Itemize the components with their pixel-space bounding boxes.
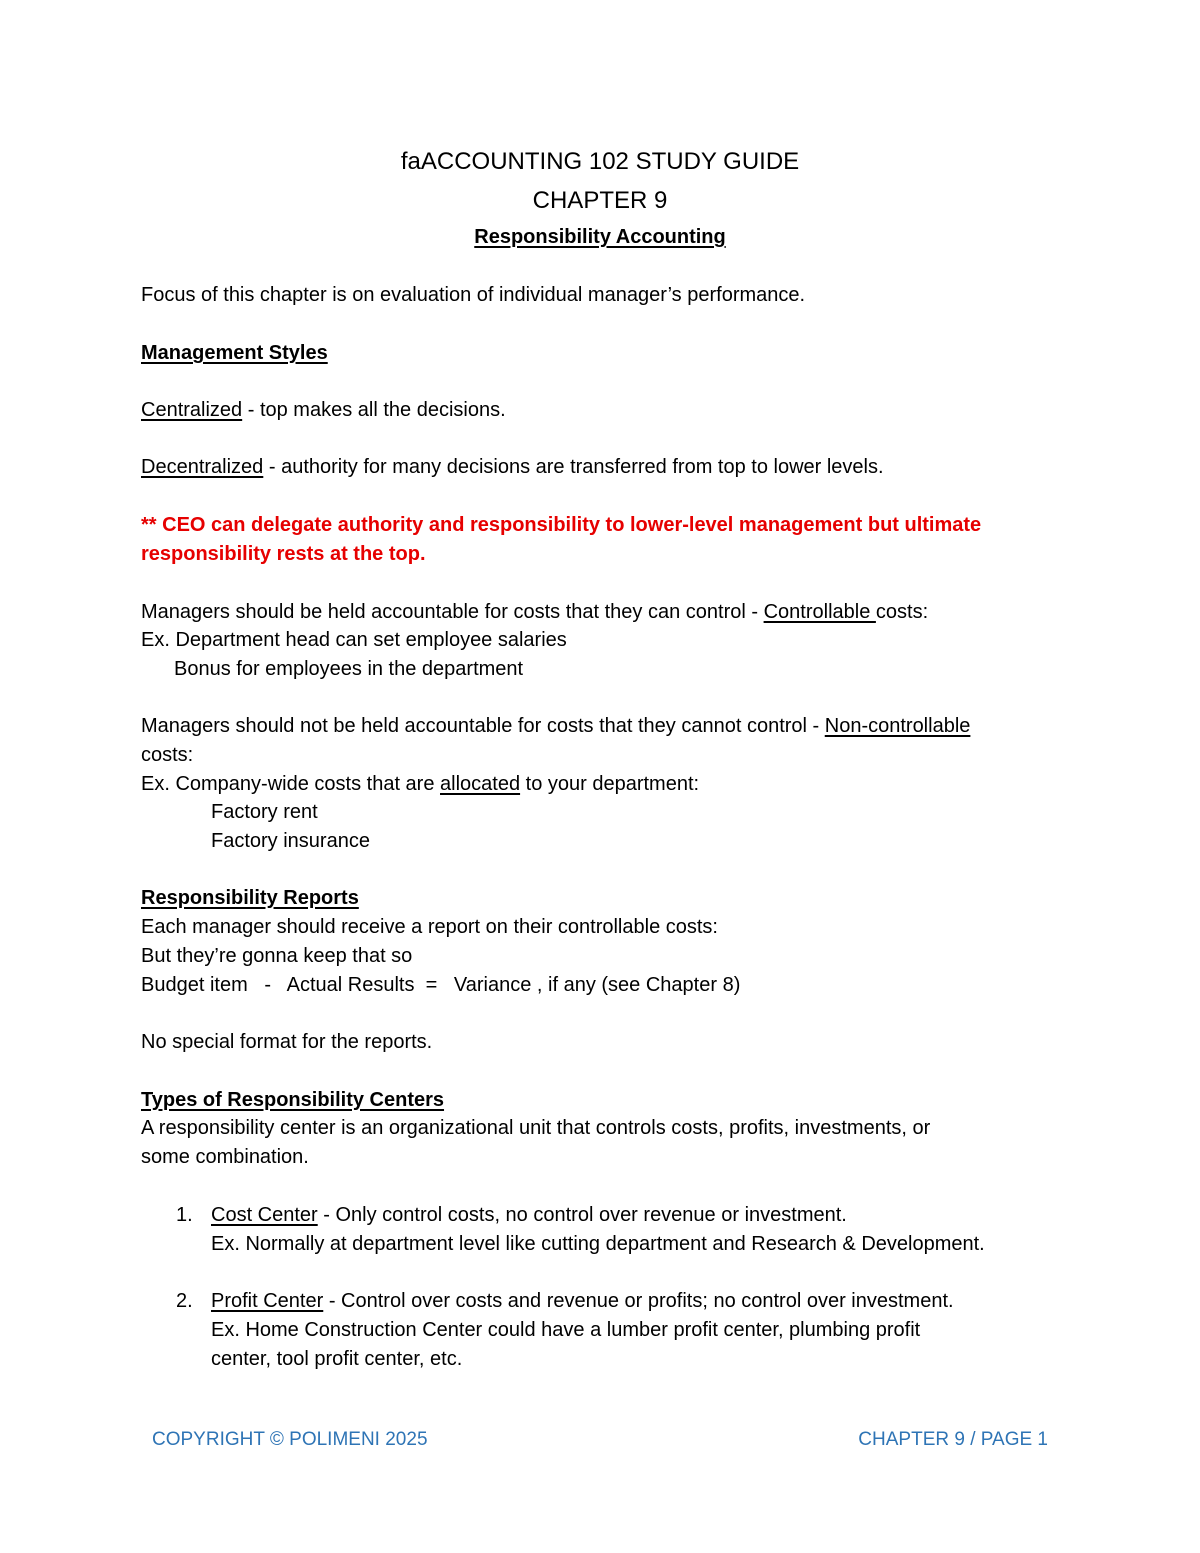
variance-formula: Budget item - Actual Results = Variance , if any (see Chapter 8)	[141, 974, 741, 996]
centers-intro-2: some combination.	[141, 1146, 309, 1168]
controllable-example-1: Ex. Department head can set employee salaries	[141, 629, 567, 651]
ceo-note-line1: ** CEO can delegate authority and responsibility to lower-level management but ultimate	[141, 514, 982, 536]
controllable-intro: Managers should be held accountable for costs that they can control -	[141, 601, 764, 623]
decentralized-term: Decentralized	[141, 456, 264, 478]
intro-text: Focus of this chapter is on evaluation of individual manager’s performance.	[141, 284, 806, 306]
decentralized-text: - authority for many decisions are transferred from top to lower levels.	[263, 456, 884, 478]
centers-intro-1: A responsibility center is an organizational unit that controls costs, profits, investments, or	[141, 1117, 931, 1139]
footer-copyright: COPYRIGHT © POLIMENI 2025	[152, 1429, 428, 1450]
cost-center-number: 1.	[176, 1204, 193, 1226]
centralized-term: Centralized	[141, 399, 243, 421]
allocated-term: allocated	[440, 773, 521, 795]
noncontrollable-costs-line	[141, 714, 970, 738]
profit-center-item	[211, 1289, 954, 1313]
responsibility-reports-heading	[141, 886, 359, 910]
noncontrollable-example-suffix: to your department:	[520, 773, 700, 795]
centralized-definition	[141, 398, 506, 422]
noncontrollable-intro: Managers should not be held accountable for costs that they cannot control -	[141, 715, 825, 737]
controllable-suffix: costs:	[875, 601, 929, 623]
noncontrollable-example-intro: Ex. Company-wide costs that are	[141, 773, 441, 795]
subtitle-text: Responsibility Accounting	[474, 226, 726, 248]
cost-center-item	[211, 1203, 847, 1227]
centralized-text: - top makes all the decisions.	[242, 399, 506, 421]
noncontrollable-example	[141, 772, 699, 796]
subtitle	[0, 225, 1200, 249]
chapter-heading: CHAPTER 9	[532, 187, 668, 214]
noncontrollable-term: Non-controllable	[824, 715, 971, 737]
document-title: faACCOUNTING 102 STUDY GUIDE	[400, 148, 800, 175]
profit-center-example-2: center, tool profit center, etc.	[211, 1348, 463, 1370]
controllable-example-2: Bonus for employees in the department	[174, 658, 524, 680]
ceo-note-line2: responsibility rests at the top.	[141, 543, 426, 565]
management-styles-heading-text: Management Styles	[141, 342, 328, 364]
profit-center-number: 2.	[176, 1290, 193, 1312]
factory-rent-item: Factory rent	[211, 801, 318, 823]
profit-center-example-1: Ex. Home Construction Center could have a lumber profit center, plumbing profit	[211, 1319, 921, 1341]
reports-line-1: Each manager should receive a report on their controllable costs:	[141, 916, 718, 938]
responsibility-reports-heading-text: Responsibility Reports	[141, 887, 359, 909]
decentralized-definition	[141, 455, 884, 479]
cost-center-example: Ex. Normally at department level like cutting department and Research & Development.	[211, 1233, 985, 1255]
reports-format-note: No special format for the reports.	[141, 1031, 433, 1053]
profit-center-definition: - Control over costs and revenue or profits; no control over investment.	[323, 1290, 954, 1312]
factory-insurance-item: Factory insurance	[211, 830, 370, 852]
management-styles-heading	[141, 341, 328, 365]
centers-heading	[141, 1088, 444, 1112]
reports-line-2: But they’re gonna keep that so	[141, 945, 413, 967]
footer-page-number: CHAPTER 9 / PAGE 1	[858, 1429, 1048, 1450]
cost-center-term: Cost Center	[211, 1204, 318, 1226]
noncontrollable-costs-line2: costs:	[141, 744, 194, 766]
cost-center-definition: - Only control costs, no control over revenue or investment.	[317, 1204, 847, 1226]
centers-heading-text: Types of Responsibility Centers	[141, 1089, 445, 1111]
controllable-term: Controllable	[763, 601, 876, 623]
controllable-costs-line	[141, 600, 928, 624]
profit-center-term: Profit Center	[211, 1290, 324, 1312]
